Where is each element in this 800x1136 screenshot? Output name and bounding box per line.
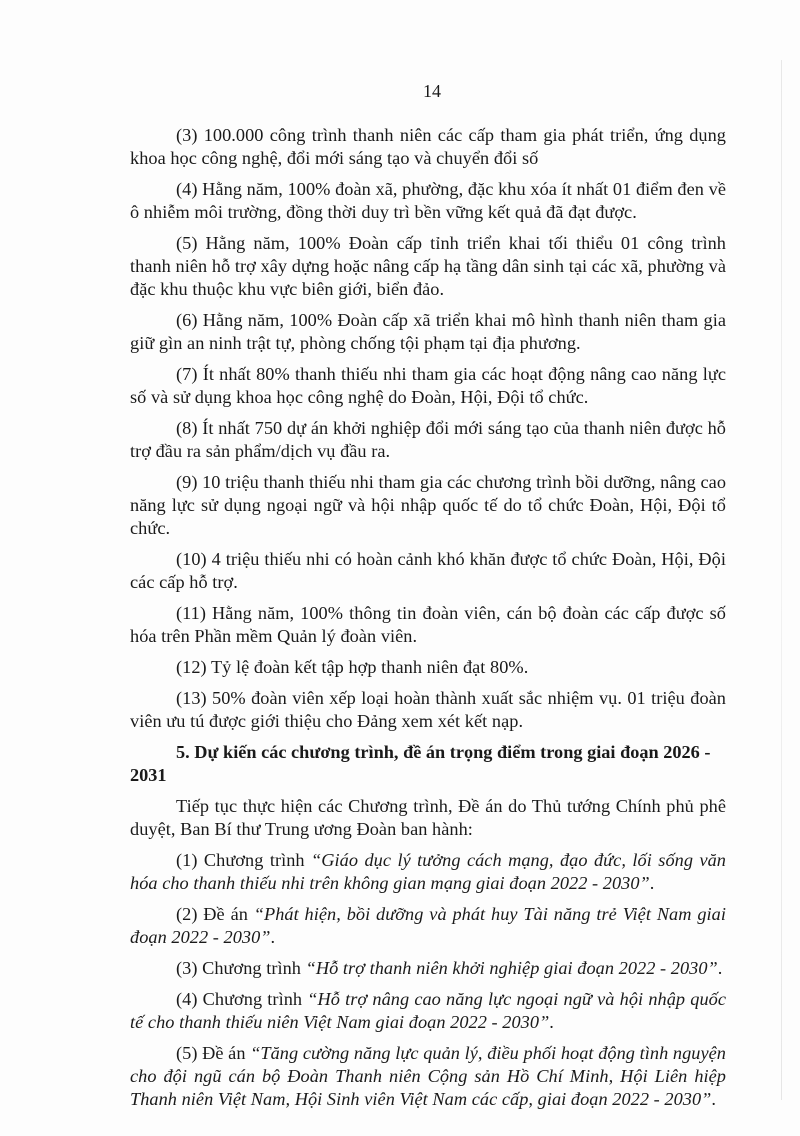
target-item-7: (7) Ít nhất 80% thanh thiếu nhi tham gia các hoạt động nâng cao năng lực số và sử dụng khoa học công nghệ do Đoàn, Hội, Đội tổ chức. bbox=[130, 364, 726, 407]
program-prefix: (1) Chương trình bbox=[176, 850, 312, 870]
program-suffix: . bbox=[649, 873, 655, 893]
document-body bbox=[130, 124, 726, 1119]
program-item-2 bbox=[130, 903, 726, 949]
target-item-5: (5) Hằng năm, 100% Đoàn cấp tỉnh triển khai tối thiểu 01 công trình thanh niên hỗ trợ xây dựng hoặc nâng cấp hạ tầng dân sinh tại các xã, phường và đặc khu thuộc khu vực biên giới, biển đảo. bbox=[130, 233, 726, 299]
target-item-13: (13) 50% đoàn viên xếp loại hoàn thành xuất sắc nhiệm vụ. 01 triệu đoàn viên ưu tú được giới thiệu cho Đảng xem xét kết nạp. bbox=[130, 688, 726, 731]
program-suffix: . bbox=[270, 927, 276, 947]
program-title: “Phát hiện, bồi dưỡng và phát huy Tài năng trẻ Việt Nam giai đoạn 2022 - 2030” bbox=[130, 904, 726, 947]
program-prefix: (5) Đề án bbox=[176, 1043, 251, 1063]
section-heading: 5. Dự kiến các chương trình, đề án trọng điểm trong giai đoạn 2026 - 2031 bbox=[130, 742, 711, 785]
target-item-12: (12) Tỷ lệ đoàn kết tập hợp thanh niên đạt 80%. bbox=[176, 657, 529, 677]
program-prefix: (2) Đề án bbox=[176, 904, 254, 924]
section-intro: Tiếp tục thực hiện các Chương trình, Đề án do Thủ tướng Chính phủ phê duyệt, Ban Bí thư Trung ương Đoàn ban hành: bbox=[130, 796, 726, 839]
program-item-5 bbox=[130, 1042, 726, 1111]
target-item-9: (9) 10 triệu thanh thiếu nhi tham gia các chương trình bồi dưỡng, nâng cao năng lực sử dụng ngoại ngữ và hội nhập quốc tế do tổ chức Đoàn, Hội, Đội tổ chức. bbox=[130, 472, 727, 538]
target-item-10: (10) 4 triệu thiếu nhi có hoàn cảnh khó khăn được tổ chức Đoàn, Hội, Đội các cấp hỗ trợ. bbox=[130, 549, 726, 592]
target-item-6: (6) Hằng năm, 100% Đoàn cấp xã triển khai mô hình thanh niên tham gia giữ gìn an ninh trật tự, phòng chống tội phạm tại địa phương. bbox=[130, 310, 726, 353]
program-prefix: (4) Chương trình bbox=[176, 989, 308, 1009]
scan-edge-shadow bbox=[781, 60, 782, 1100]
page-number: 14 bbox=[423, 81, 441, 101]
program-item-4 bbox=[130, 988, 726, 1034]
target-item-11: (11) Hằng năm, 100% thông tin đoàn viên, cán bộ đoàn các cấp được số hóa trên Phần mềm Quản lý đoàn viên. bbox=[130, 603, 726, 646]
program-item-1 bbox=[130, 849, 726, 895]
program-title: “Hỗ trợ thanh niên khởi nghiệp giai đoạn 2022 - 2030” bbox=[305, 958, 718, 978]
target-item-3: (3) 100.000 công trình thanh niên các cấp tham gia phát triển, ứng dụng khoa học công nghệ, đổi mới sáng tạo và chuyển đổi số bbox=[130, 125, 726, 168]
program-title: “Giáo dục lý tưởng cách mạng, đạo đức, lối sống văn hóa cho thanh thiếu nhi trên không gian mạng giai đoạn 2022 - 2030” bbox=[130, 850, 726, 893]
program-suffix: . bbox=[549, 1012, 554, 1032]
program-prefix: (3) Chương trình bbox=[176, 958, 306, 978]
program-suffix: . bbox=[717, 958, 723, 978]
target-item-4: (4) Hằng năm, 100% đoàn xã, phường, đặc khu xóa ít nhất 01 điểm đen về ô nhiễm môi trường, đồng thời duy trì bền vững kết quả đã đạt được. bbox=[130, 179, 726, 222]
program-title: “Hỗ trợ nâng cao năng lực ngoại ngữ và hội nhập quốc tế cho thanh thiếu niên Việt Nam giai đoạn 2022 - 2030” bbox=[130, 989, 726, 1032]
target-item-8: (8) Ít nhất 750 dự án khởi nghiệp đổi mới sáng tạo của thanh niên được hỗ trợ đầu ra sản phẩm/dịch vụ đầu ra. bbox=[130, 418, 726, 461]
program-suffix: . bbox=[711, 1089, 717, 1109]
program-title: “Tăng cường năng lực quản lý, điều phối hoạt động tình nguyện cho đội ngũ cán bộ Đoàn Thanh niên Cộng sản Hồ Chí Minh, Hội Liên hiệp Thanh niên Việt Nam, Hội Sinh viên Việt Nam các cấp, giai đoạn 2022 - 2030” bbox=[130, 1043, 726, 1109]
program-item-3 bbox=[130, 957, 726, 980]
